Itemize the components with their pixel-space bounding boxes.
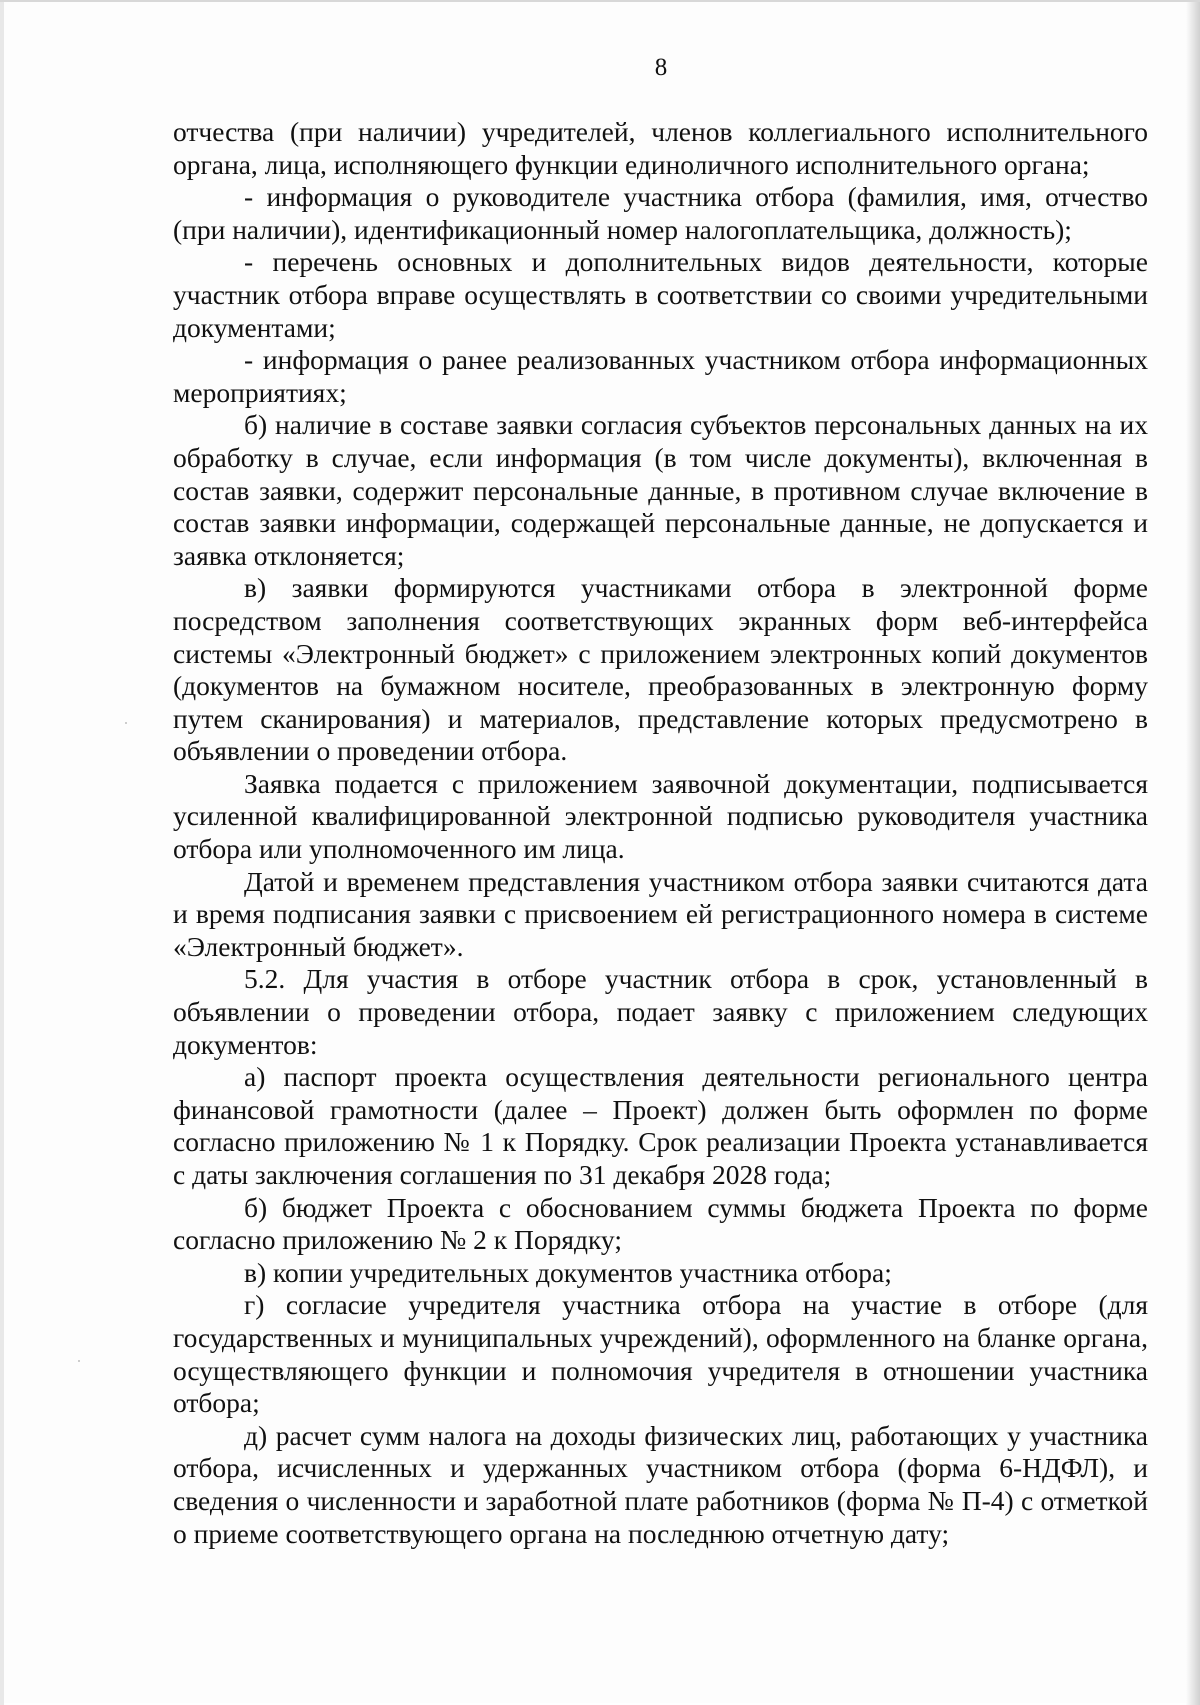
paragraph-submission-date: Датой и временем представления участником отбора заявки считаются дата и время подписания заявки с присвоением ей регистрационного номера в системе «Электронный бюджет». <box>173 865 1148 962</box>
document-body <box>173 116 1148 1550</box>
paragraph-item-v-forms: в) заявки формируются участниками отбора в электронной форме посредством заполнения соответствующих экранных форм веб-интерфейса системы «Электронный бюджет» с приложением электронных копий документов (документов на бумажном носителе, преобразованных в электронную форму путем сканирования) и материалов, представление которых предусмотрено в объявлении о проведении отбора. <box>173 572 1148 767</box>
scan-speck <box>78 1360 80 1362</box>
page-number: 8 <box>654 54 668 81</box>
scan-speck <box>125 722 127 724</box>
paragraph-item-d-tax: д) расчет сумм налога на доходы физических лиц, работающих у участника отбора, исчисленных и удержанных участником отбора (форма 6-НДФЛ), и сведения о численности и заработной плате работников (форма № П-4) с отметкой о приеме соответствующего органа на последнюю отчетную дату; <box>173 1419 1148 1549</box>
scan-right-edge <box>1186 2 1200 1705</box>
paragraph-signature: Заявка подается с приложением заявочной документации, подписывается усиленной квалифицированной электронной подписью руководителя участника отбора или уполномоченного им лица. <box>173 767 1148 865</box>
paragraph-item-g-consent: г) согласие учредителя участника отбора на участие в отборе (для государственных и муниципальных учреждений), оформленного на бланке органа, осуществляющего функции и полномочия учредителя в отношении участника отбора; <box>173 1289 1148 1419</box>
scan-left-edge <box>0 2 4 1705</box>
paragraph-item-v-copies: в) копии учредительных документов участника отбора; <box>244 1256 892 1288</box>
paragraph-item-b-consent: б) наличие в составе заявки согласия субъектов персональных данных на их обработку в случае, если информация (в том числе документы), включенная в состав заявки, содержит персональные данные, в противном случае включение в состав заявки информации, содержащей персональные данные, не допускается и заявка отклоняется; <box>173 409 1148 571</box>
paragraph-manager-info: - информация о руководителе участника отбора (фамилия, имя, отчество (при наличии), идентификационный номер налогоплательщика, должность); <box>173 181 1148 245</box>
paragraph-item-a-passport: а) паспорт проекта осуществления деятельности регионального центра финансовой грамотности (далее – Проект) должен быть оформлен по форме согласно приложению № 1 к Порядку. Срок реализации Проекта устанавливается с даты заключения соглашения по 31 декабря 2028 года; <box>173 1061 1148 1190</box>
paragraph-activities-list: - перечень основных и дополнительных видов деятельности, которые участник отбора вправе осуществлять в соответствии со своими учредительными документами; <box>173 246 1148 343</box>
paragraph-item-b-budget: б) бюджет Проекта с обоснованием суммы бюджета Проекта по форме согласно приложению № 2 к Порядку; <box>173 1191 1148 1256</box>
paragraph-section-5-2: 5.2. Для участия в отборе участник отбора в срок, установленный в объявлении о проведении отбора, подает заявку с приложением следующих документов: <box>173 963 1148 1060</box>
paragraph-continuation: отчества (при наличии) учредителей, членов коллегиального исполнительного органа, лица, исполняющего функции единоличного исполнительного органа; <box>173 116 1148 180</box>
paragraph-previous-events: - информация о ранее реализованных участником отбора информационных мероприятиях; <box>173 344 1148 408</box>
